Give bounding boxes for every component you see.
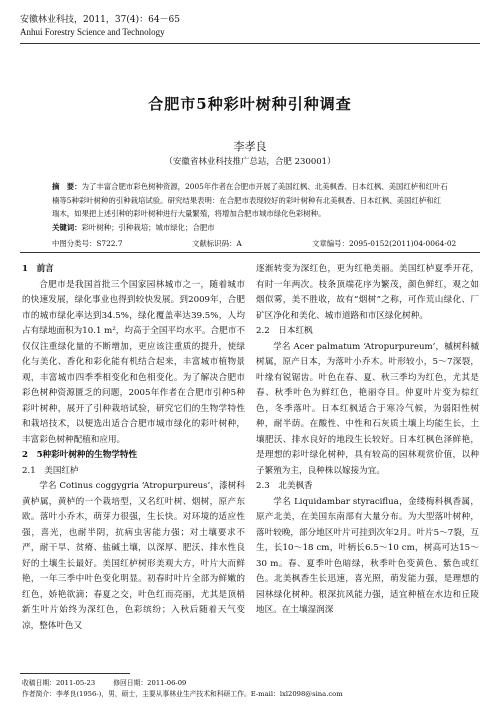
- subsection-heading-red-smoke-tree: 2.1 美国红栌: [22, 465, 79, 476]
- header-rule: [20, 43, 480, 44]
- journal-name-english: Anhui Forestry Science and Technology: [20, 27, 165, 37]
- document-code: 文献标识码：A: [192, 239, 242, 248]
- abstract-block: [52, 180, 448, 234]
- author-bio: 作者简介：李孝良(1956-)，男，硕士，主要从事林业生产技术和科研工作。E-mail：lxl2098@sina.com: [22, 690, 343, 698]
- paper-title: 合肥市5种彩叶树种引种调查: [148, 95, 352, 113]
- classification-line: [52, 238, 460, 249]
- clc-number: 中图分类号：S722.7: [52, 239, 123, 248]
- keywords-label: 关键词：: [52, 222, 82, 232]
- journal-citation: 安徽林业科技，2011，37(4)：64－65: [20, 15, 181, 25]
- continued-paragraph: 逐渐转变为深红色，更为红艳美丽。美国红栌夏季开花，有时一年两次。枝条顶端花序为繁茂，颜色鲜红，观之如烟似雾，美不胜收，故有“烟树”之称，可作荒山绿化、厂矿区净化和美化、城市道路和市区绿化树种。: [256, 264, 479, 321]
- right-column: [256, 262, 479, 619]
- revised-date: 修回日期：2011-06-09: [113, 679, 187, 687]
- abstract: [52, 180, 448, 221]
- received-date: 收稿日期：2011-05-23: [22, 679, 96, 687]
- article-number: 文章编号：2095-0152(2011)04-0064-02: [312, 239, 457, 248]
- abstract-label: 摘 要：: [52, 182, 82, 191]
- left-column: [22, 262, 245, 634]
- footnote: [22, 678, 343, 700]
- journal-header: [20, 14, 180, 38]
- red-smoke-tree-paragraph: 学名 Cotinus coggygria ‘Atropurpureus’，漆树科黄栌属，黄栌的一个栽培型，又名红叶树、烟树，原产东欧。落叶小乔木，萌芽力很强，生长快。对环境的适应性强，喜光，也耐半阴，抗病虫害能力强；对土壤要求不严，耐干旱、贫瘠、盐碱土壤，以深厚、肥沃、排水性良好的土壤生长最好。美国红栌树形美观大方，叶片大而鲜艳，一年三季中叶色变化明显。初春时叶片全部为鲜嫩的红色，娇艳欲滴；春夏之交，叶色红而亮丽，尤其是顶梢新生叶片始终为深红色，色彩缤纷；入秋后随着天气变凉，整体叶色又: [22, 481, 245, 631]
- japanese-maple-paragraph: 学名 Acer palmatum ‘Atropurpureum’，槭树科槭树属，原产日本，为落叶小乔木。叶形较小，5～7深裂，叶缘有锐锯齿。叶色在春、夏、秋三季均为红色，尤其是春、秋季叶色为鲜红色，艳丽夺目。仲夏叶片变为棕红色，冬季落叶。日本红枫适合于寒冷气候，为弱阳性树种，耐半荫。在酸性、中性和石灰质土壤上均能生长，土壤肥沃、排水良好的地段生长较好。日本红枫色泽鲜艳，是理想的彩叶绿化树种，具有较高的园林观赏价值，以种子繁殖为主，良种株以嫁接为宜。: [256, 341, 479, 476]
- body-rule: [20, 252, 480, 253]
- author-affiliation: （安徽省林业科技推广总站，合肥 230001）: [164, 157, 336, 167]
- sweetgum-paragraph: 学名 Liquidambar styraciflua，金缕梅科枫香属，原产北美，在美国东南部有大量分布。为大型落叶树种，落叶较晚，部分地区叶片可挂到次年2月。叶片5～7裂，互生，长10～18 cm，叶柄长6.5～10 cm，树高可达15～30 m。春、夏季叶色暗绿，秋季叶色变黄色、紫色或红色。北美枫香生长迅速，喜光照，萌发能力强，是理想的园林绿化树种。根深抗风能力强，适宜种植在水边和丘陵地区。在土壤湿润深: [256, 496, 479, 615]
- section-heading-introduction: 1 前言: [22, 264, 54, 274]
- subsection-heading-sweetgum: 2.3 北美枫香: [256, 481, 313, 491]
- section-heading-biology: 2 5种彩叶树种的生物学特性: [22, 450, 138, 460]
- keywords-text: 彩叶树种；引种栽培；城市绿化；合肥市: [81, 222, 215, 232]
- intro-paragraph: 合肥市是我国首批三个国家园林城市之一，随着城市的快速发展，绿化事业也得到较快发展。到2009年，合肥市的城市绿化率达到34.5%，绿化覆盖率达39.5%，人均占有绿地面积为10.1 m²，均高于全国平均水平。合肥市不仅仅注重绿化量的不断增加，更应该注重质的提升，使绿化与美化、香化和彩化能有机结合起来，丰富城市植物景观，丰富城市四季季相变化和色相变化。为了解决合肥市彩色树种资源匮乏的问题，2005年作者在合肥市引种5种彩叶树种，展开了引种栽培试验，研究它们的生物学特性和栽培技术，以便选出适合合肥市城市绿化的彩叶树种，丰富彩色树种配植和应用。: [22, 279, 245, 445]
- subsection-heading-japanese-maple: 2.2 日本红枫: [256, 326, 313, 336]
- paper-author: 李孝良: [233, 140, 267, 153]
- footnote-rule: [20, 673, 130, 674]
- keywords: [52, 221, 448, 235]
- dates-line: [22, 678, 343, 689]
- abstract-text: 为了丰富合肥市彩色树种资源，2005年作者在合肥市开展了美国红枫、北美枫香、日本红枫、美国红栌和红叶石楠等5种彩叶树种的引种栽培试验。研究结果表明：在合肥市表现较好的彩叶树种有北美枫香、日本红枫、美国红栌和红瑞木，如果把上述引种的彩叶树种进行大量繁殖，将增加合肥市城市绿化色彩树种。: [52, 182, 448, 218]
